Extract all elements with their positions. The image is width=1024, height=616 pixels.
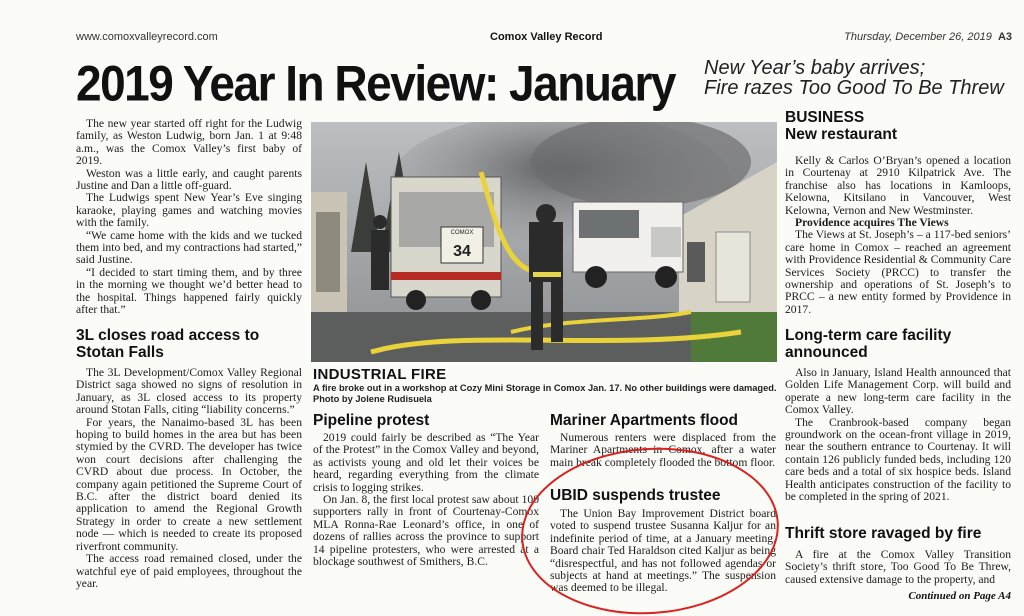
baby-paragraph: Weston was a little early, and caught parents Justine and Dan a little off-guard.: [76, 166, 302, 193]
page-title: 2019 Year In Review: January: [76, 54, 675, 112]
continued-note: Continued on Page A4: [908, 590, 1011, 602]
mariner-heading: Mariner Apartments flood: [550, 412, 739, 429]
pipeline-paragraph: 2019 could fairly be described as “The Year of the Protest” in the Comox Valley and beyond, as activists young and old let their voices be heard, regarding everything from the climate crisis to logging strikes.: [313, 431, 539, 494]
fire-photo: [311, 122, 777, 362]
truck-label: COMOX: [450, 230, 474, 236]
photo-caption: A fire broke out in a workshop at Cozy Mini Storage in Comox Jan. 17. No other buildings were damaged. Photo by Jolene Rudisuela: [313, 383, 777, 404]
baby-story: [76, 118, 302, 317]
road-story-heading: 3L closes road access to Stotan Falls: [76, 327, 260, 361]
paper-name: Comox Valley Record: [490, 31, 603, 43]
mariner-paragraph: Numerous renters were displaced from the Mariner Apartments in Comox, after a water main break completely flooded the bottom floor.: [550, 431, 776, 469]
ltc-heading: Long-term care facility announced: [785, 327, 952, 361]
thrift-heading: Thrift store ravaged by fire: [785, 525, 982, 542]
deck-line-2: Fire razes Too Good To Be Threw: [704, 77, 1004, 99]
date-text: Thursday, December 26, 2019: [844, 31, 992, 43]
business-paragraph: Kelly & Carlos O’Bryan’s opened a location in Courtenay at 2910 Kilpatrick Ave. The franchise also has locations in Kamloops, Kelowna, Kitsilano in Vancouver, West Kelowna, Vernon and New Westminster.: [785, 154, 1011, 217]
thrift-story: [785, 549, 1011, 586]
road-paragraph: The 3L Development/Comox Valley Regional District saga showed no signs of resolution in January, as 3L closed access to its property around Stotan Falls, citing “liability concerns.”: [76, 366, 302, 417]
ubid-heading: UBID suspends trustee: [550, 487, 721, 504]
business-story: [785, 155, 1011, 316]
ltc-paragraph: Also in January, Island Health announced that Golden Life Management Corp. will build and operate a new long-term care facility in the Comox Valley.: [785, 366, 1011, 417]
photo-heading: INDUSTRIAL FIRE: [313, 366, 447, 383]
baby-paragraph: “I decided to start timing them, and by three in the morning we thought we’d better head to the hospital. Things happened fairly quickly after that.”: [76, 265, 302, 317]
deck-line-1: New Year’s baby arrives;: [704, 57, 926, 79]
pipeline-paragraph: On Jan. 8, the first local protest saw about 100 supporters rally in front of Courtenay-Comox MLA Ronna-Rae Leonard’s office, in one of dozens of rallies across the province to support 14 pipeline protesters, who were arrested at a blockage southwest of Smithers, B.C.: [313, 493, 539, 569]
road-story: [76, 367, 302, 590]
page-number: A3: [997, 31, 1012, 43]
baby-paragraph: The Ludwigs spent New Year’s Eve singing karaoke, playing games and watching movies with the family.: [76, 191, 302, 230]
baby-paragraph: “We came home with the kids and we tucked them into bed, and my contractions had started,” said Justine.: [76, 228, 302, 267]
fire-scene-illustration: [311, 122, 777, 362]
road-paragraph: For years, the Nanaimo-based 3L has been hoping to build homes in the area but has been stymied by the CVRD. The developer has twice won court decisions after challenging the CVRD about due process. In October, the company again petitioned the Supreme Court of B.C. after the district board denied its application to amend the Regional Growth Strategy in order to create a new settlement node — which is needed to create its proposed riverfront community.: [76, 415, 302, 553]
pipeline-heading: Pipeline protest: [313, 412, 430, 429]
ubid-paragraph: The Union Bay Improvement District board voted to suspend trustee Susanna Kaljur for an indefinite period of time, at a January meeting. Board chair Ted Haraldson cited Kaljur as being “disrespectful, and has not followed agendas or subjects at hand at meetings.” The suspension was deemed to be illegal.: [550, 507, 776, 595]
truck-number: 34: [453, 243, 471, 260]
business-heading: BUSINESS New restaurant: [785, 109, 897, 143]
business-subhead: Providence acquires The Views: [795, 216, 949, 230]
baby-paragraph: The new year started off right for the Ludwig family, as Weston Ludwig, born Jan. 1 at 9:48 a.m., was the Comox Valley’s first baby of 2019.: [76, 117, 302, 168]
website-url: www.comoxvalleyrecord.com: [76, 31, 218, 43]
road-paragraph: The access road remained closed, under the watchful eye of paid employees, throughout the year.: [76, 552, 302, 590]
annotation-circle: [500, 445, 810, 615]
business-paragraph: The Views at St. Joseph’s – a 117-bed seniors’ care home in Comox – reached an agreement with Providence Residential & Community Care Services Society (PRCC) to transfer the ownership and operations of St. Joseph’s to PRCC – a new entity formed by Providence in 2017.: [785, 228, 1011, 316]
ltc-paragraph: The Cranbrook-based company began groundwork on the ocean-front village in 2019, near the southern entrance to Courtenay. It will contain 126 publicly funded beds, including 120 care beds and a total of six hospice beds. Island Health anticipates construction of the facility to be completed in the spring of 2021.: [785, 415, 1011, 504]
ltc-story: [785, 367, 1011, 503]
thrift-paragraph: A fire at the Comox Valley Transition Society’s thrift store, Too Good To Be Threw, caused extensive damage to the property, and: [785, 548, 1011, 586]
page-date: [844, 31, 1012, 43]
deck: [704, 58, 1004, 98]
